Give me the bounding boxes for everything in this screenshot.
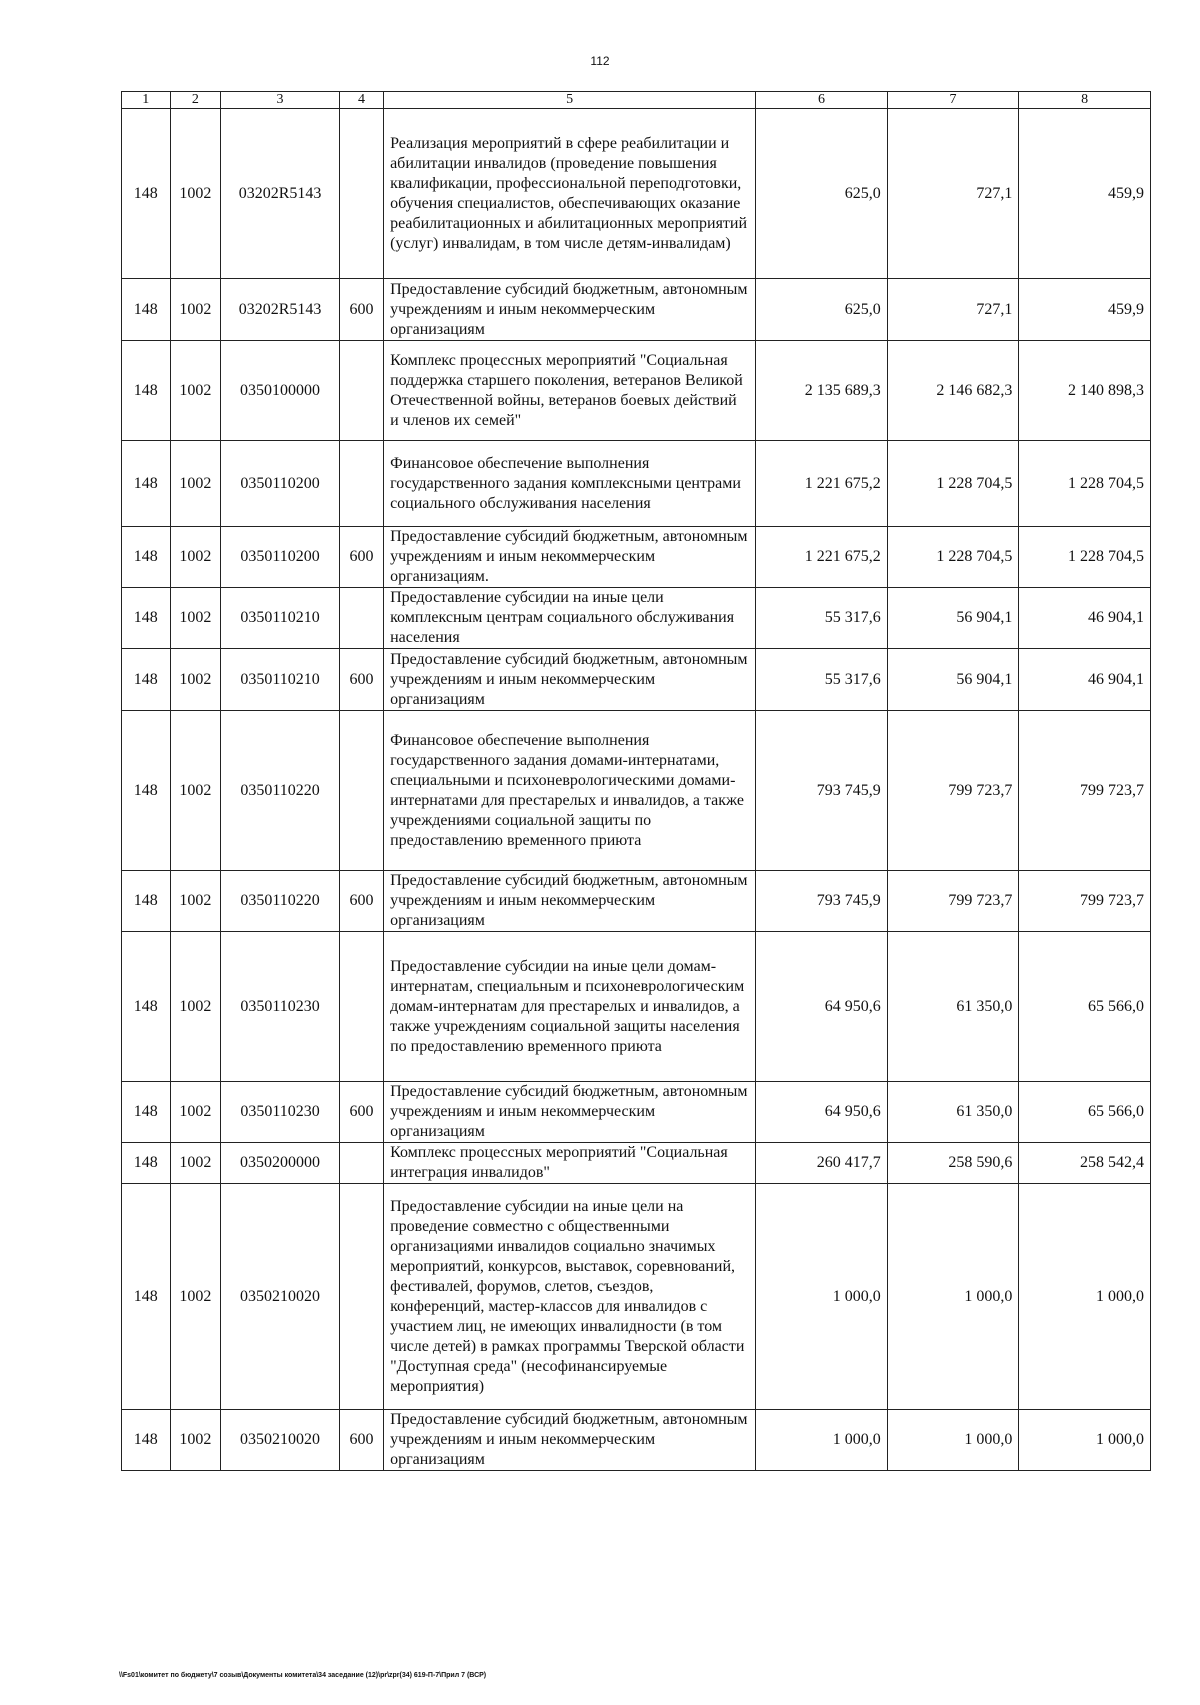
expense-type: 600 [339, 1410, 383, 1471]
section-code: 1002 [170, 649, 221, 711]
table-row [122, 1184, 1151, 1410]
section-code: 1002 [170, 871, 221, 932]
footer-file-path: \\Fs01\комитет по бюджету\7 созыв\Документы комитета\34 заседание (12)\pr\zpr(34) 619-П-7\Прил 7 (ВСР) [119, 1672, 487, 1679]
amount-col7: 2 146 682,3 [887, 341, 1019, 441]
amount-col8: 2 140 898,3 [1019, 341, 1151, 441]
expense-type [339, 109, 383, 279]
amount-col8: 65 566,0 [1019, 1082, 1151, 1143]
section-code: 1002 [170, 711, 221, 871]
ministry-code: 148 [122, 711, 171, 871]
section-code: 1002 [170, 1184, 221, 1410]
expense-type: 600 [339, 649, 383, 711]
table-row [122, 871, 1151, 932]
page-number: 112 [590, 54, 610, 68]
target-article: 03202R5143 [221, 109, 340, 279]
table-row [122, 279, 1151, 341]
column-header: 8 [1019, 92, 1151, 109]
description: Финансовое обеспечение выполнения государственного задания домами-интернатами, специальными и психоневрологическими домами-интернатами для престарелых и инвалидов, а также учреждениями социальной защиты по предоставлению временного приюта [384, 711, 756, 871]
expense-type: 600 [339, 279, 383, 341]
section-code: 1002 [170, 1143, 221, 1184]
amount-col7: 61 350,0 [887, 932, 1019, 1082]
ministry-code: 148 [122, 932, 171, 1082]
target-article: 0350110220 [221, 871, 340, 932]
column-header: 5 [384, 92, 756, 109]
amount-col8: 46 904,1 [1019, 649, 1151, 711]
target-article: 0350200000 [221, 1143, 340, 1184]
section-code: 1002 [170, 109, 221, 279]
amount-col7: 1 228 704,5 [887, 527, 1019, 588]
target-article: 0350210020 [221, 1410, 340, 1471]
expense-type [339, 1143, 383, 1184]
amount-col6: 2 135 689,3 [756, 341, 888, 441]
column-header: 3 [221, 92, 340, 109]
expense-type: 600 [339, 871, 383, 932]
target-article: 0350110200 [221, 441, 340, 527]
target-article: 0350210020 [221, 1184, 340, 1410]
header-row [122, 92, 1151, 109]
amount-col6: 1 221 675,2 [756, 527, 888, 588]
amount-col6: 55 317,6 [756, 588, 888, 649]
amount-col8: 1 228 704,5 [1019, 441, 1151, 527]
description: Предоставление субсидий бюджетным, автономным учреждениям и иным некоммерческим организациям. [384, 527, 756, 588]
expense-type: 600 [339, 1082, 383, 1143]
amount-col6: 1 000,0 [756, 1184, 888, 1410]
amount-col7: 1 228 704,5 [887, 441, 1019, 527]
amount-col6: 1 000,0 [756, 1410, 888, 1471]
ministry-code: 148 [122, 588, 171, 649]
ministry-code: 148 [122, 871, 171, 932]
description: Предоставление субсидии на иные цели домам-интернатам, специальным и психоневрологическим домам-интернатам для престарелых и инвалидов, а также учреждениям социальной защиты населения по предоставлению временного приюта [384, 932, 756, 1082]
section-code: 1002 [170, 1082, 221, 1143]
ministry-code: 148 [122, 527, 171, 588]
amount-col6: 793 745,9 [756, 711, 888, 871]
table-row [122, 109, 1151, 279]
target-article: 0350110210 [221, 588, 340, 649]
table-row [122, 649, 1151, 711]
amount-col8: 459,9 [1019, 279, 1151, 341]
expense-type [339, 588, 383, 649]
expense-type [339, 932, 383, 1082]
amount-col8: 65 566,0 [1019, 932, 1151, 1082]
amount-col7: 727,1 [887, 279, 1019, 341]
description: Комплекс процессных мероприятий "Социальная поддержка старшего поколения, ветеранов Великой Отечественной войны, ветеранов боевых действий и членов их семей" [384, 341, 756, 441]
table-row [122, 441, 1151, 527]
amount-col6: 1 221 675,2 [756, 441, 888, 527]
column-header: 4 [339, 92, 383, 109]
table-row [122, 527, 1151, 588]
ministry-code: 148 [122, 1184, 171, 1410]
amount-col6: 64 950,6 [756, 1082, 888, 1143]
column-header: 7 [887, 92, 1019, 109]
target-article: 0350100000 [221, 341, 340, 441]
target-article: 0350110230 [221, 1082, 340, 1143]
amount-col6: 793 745,9 [756, 871, 888, 932]
section-code: 1002 [170, 588, 221, 649]
ministry-code: 148 [122, 341, 171, 441]
section-code: 1002 [170, 1410, 221, 1471]
target-article: 0350110200 [221, 527, 340, 588]
description: Предоставление субсидии на иные цели на проведение совместно с общественными организациями инвалидов социально значимых мероприятий, конкурсов, выставок, соревнований, фестивалей, форумов, слетов, съездов, конференций, мастер-классов для инвалидов с участием лиц, не имеющих инвалидности (в том числе детей) в рамках программы Тверской области "Доступная среда" (несофинансируемые мероприятия) [384, 1184, 756, 1410]
target-article: 03202R5143 [221, 279, 340, 341]
column-header: 1 [122, 92, 171, 109]
amount-col8: 459,9 [1019, 109, 1151, 279]
section-code: 1002 [170, 279, 221, 341]
amount-col8: 1 000,0 [1019, 1184, 1151, 1410]
description: Предоставление субсидий бюджетным, автономным учреждениям и иным некоммерческим организациям [384, 1082, 756, 1143]
expense-type [339, 341, 383, 441]
amount-col8: 1 000,0 [1019, 1410, 1151, 1471]
column-header: 2 [170, 92, 221, 109]
table-row [122, 588, 1151, 649]
target-article: 0350110210 [221, 649, 340, 711]
expense-type: 600 [339, 527, 383, 588]
expense-type [339, 711, 383, 871]
section-code: 1002 [170, 527, 221, 588]
description: Предоставление субсидий бюджетным, автономным учреждениям и иным некоммерческим организациям [384, 871, 756, 932]
target-article: 0350110220 [221, 711, 340, 871]
ministry-code: 148 [122, 1410, 171, 1471]
amount-col6: 64 950,6 [756, 932, 888, 1082]
ministry-code: 148 [122, 109, 171, 279]
column-header: 6 [756, 92, 888, 109]
amount-col8: 1 228 704,5 [1019, 527, 1151, 588]
amount-col7: 1 000,0 [887, 1410, 1019, 1471]
amount-col8: 799 723,7 [1019, 711, 1151, 871]
description: Предоставление субсидий бюджетным, автономным учреждениям и иным некоммерческим организациям [384, 1410, 756, 1471]
expense-type [339, 1184, 383, 1410]
description: Комплекс процессных мероприятий "Социальная интеграция инвалидов" [384, 1143, 756, 1184]
budget-table [121, 91, 1151, 1471]
ministry-code: 148 [122, 279, 171, 341]
amount-col7: 799 723,7 [887, 871, 1019, 932]
ministry-code: 148 [122, 1082, 171, 1143]
amount-col7: 56 904,1 [887, 649, 1019, 711]
amount-col8: 46 904,1 [1019, 588, 1151, 649]
table-row [122, 1082, 1151, 1143]
section-code: 1002 [170, 932, 221, 1082]
amount-col6: 625,0 [756, 279, 888, 341]
section-code: 1002 [170, 441, 221, 527]
amount-col7: 258 590,6 [887, 1143, 1019, 1184]
expense-type [339, 441, 383, 527]
ministry-code: 148 [122, 441, 171, 527]
amount-col7: 61 350,0 [887, 1082, 1019, 1143]
target-article: 0350110230 [221, 932, 340, 1082]
ministry-code: 148 [122, 649, 171, 711]
ministry-code: 148 [122, 1143, 171, 1184]
amount-col8: 799 723,7 [1019, 871, 1151, 932]
description: Предоставление субсидии на иные цели комплексным центрам социального обслуживания населения [384, 588, 756, 649]
amount-col6: 625,0 [756, 109, 888, 279]
amount-col6: 55 317,6 [756, 649, 888, 711]
amount-col7: 799 723,7 [887, 711, 1019, 871]
description: Финансовое обеспечение выполнения государственного задания комплексными центрами социального обслуживания населения [384, 441, 756, 527]
description: Предоставление субсидий бюджетным, автономным учреждениям и иным некоммерческим организациям [384, 649, 756, 711]
amount-col7: 727,1 [887, 109, 1019, 279]
amount-col8: 258 542,4 [1019, 1143, 1151, 1184]
table-row [122, 711, 1151, 871]
table-row [122, 932, 1151, 1082]
amount-col6: 260 417,7 [756, 1143, 888, 1184]
section-code: 1002 [170, 341, 221, 441]
description: Предоставление субсидий бюджетным, автономным учреждениям и иным некоммерческим организациям [384, 279, 756, 341]
table-row [122, 341, 1151, 441]
description: Реализация мероприятий в сфере реабилитации и абилитации инвалидов (проведение повышения квалификации, профессиональной переподготовки, обучения специалистов, обеспечивающих оказание реабилитационных и абилитационных мероприятий (услуг) инвалидам, в том числе детям-инвалидам) [384, 109, 756, 279]
table-row [122, 1143, 1151, 1184]
table-row [122, 1410, 1151, 1471]
amount-col7: 56 904,1 [887, 588, 1019, 649]
amount-col7: 1 000,0 [887, 1184, 1019, 1410]
